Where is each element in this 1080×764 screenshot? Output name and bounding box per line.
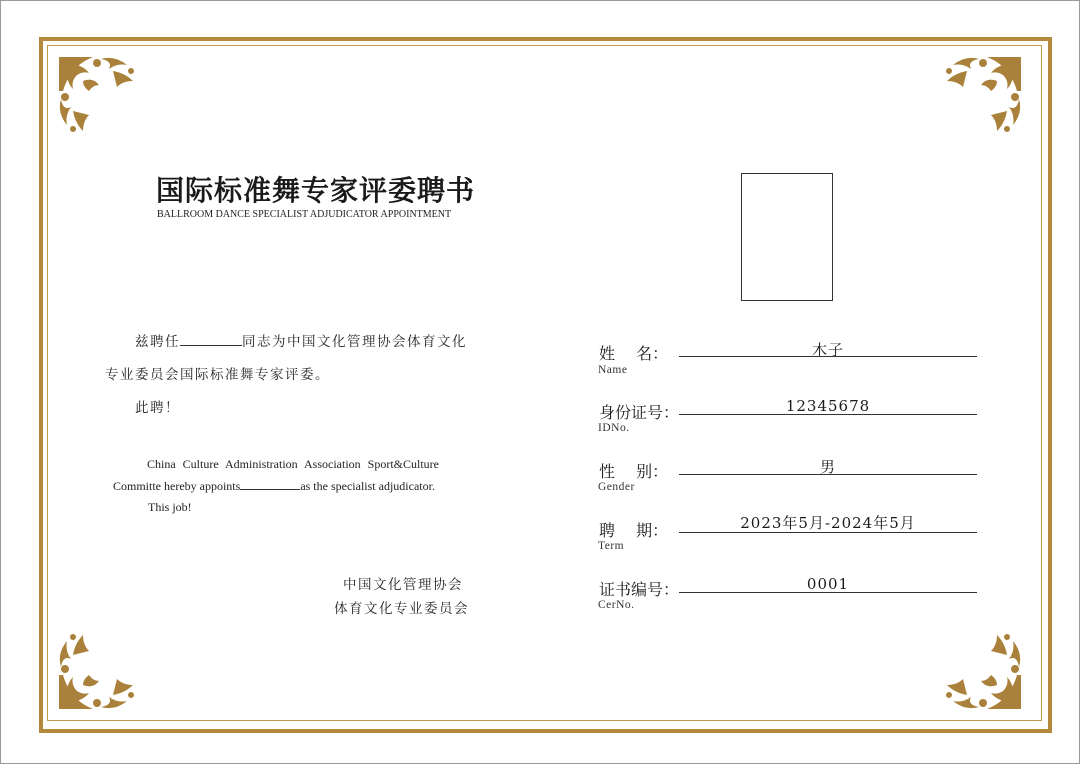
appointment-prefix: 兹聘任	[135, 334, 180, 350]
appointment-text-cn-line1	[135, 330, 467, 350]
appointment-en-suffix: as the specialist adjudicator.	[300, 479, 435, 493]
field-name-value: 木子	[811, 341, 844, 359]
field-name-label: 姓 名：	[599, 344, 669, 363]
corner-ornament-icon	[937, 625, 1027, 715]
field-term-value: 2023年5月-2024年5月	[740, 514, 916, 532]
inner-gold-border	[47, 45, 1042, 721]
issuer-line1: 中国文化管理协会	[343, 577, 463, 593]
field-name-sub: Name	[598, 364, 628, 376]
field-gender-value: 男	[819, 458, 836, 476]
field-gender-label: 性 别：	[599, 462, 669, 481]
field-cert-sub: CerNo.	[598, 599, 635, 611]
field-term-sub: Term	[598, 540, 625, 552]
field-id-label: 身份证号：	[599, 403, 680, 422]
field-id-sub: IDNo.	[598, 422, 630, 434]
field-cert-label: 证书编号：	[599, 580, 680, 599]
issuer-line2: 体育文化专业委员会	[334, 601, 469, 617]
field-cert-value: 0001	[806, 575, 850, 593]
name-blank	[180, 345, 242, 346]
corner-ornament-icon	[53, 625, 143, 715]
appointment-text-cn-line2: 专业委员会国际标准舞专家评委。	[105, 367, 330, 383]
appointment-suffix: 同志为中国文化管理协会体育文化	[242, 334, 467, 350]
appointment-text-en-line2	[113, 479, 435, 494]
name-blank-en	[240, 489, 300, 490]
certificate-title-cn: 国际标准舞专家评委聘书	[156, 174, 476, 207]
field-name-line	[679, 356, 977, 357]
field-cert-line	[679, 592, 977, 593]
corner-ornament-icon	[937, 51, 1027, 141]
appointment-text-en-line3: This job!	[148, 500, 192, 514]
corner-ornament-icon	[53, 51, 143, 141]
field-gender-sub: Gender	[598, 481, 635, 493]
appointment-text-en-line1: China Culture Administration Association Sport&Culture	[147, 457, 439, 471]
certificate-title-en: BALLROOM DANCE SPECIALIST ADJUDICATOR APPOINTMENT	[157, 209, 452, 220]
field-id-line	[679, 414, 977, 415]
field-id-value: 12345678	[785, 397, 871, 415]
appointment-en-prefix: Committe hereby appoints	[113, 479, 241, 493]
appointment-text-cn-line3: 此聘！	[135, 400, 180, 416]
field-term-label: 聘 期：	[599, 521, 669, 540]
field-gender-line	[679, 474, 977, 475]
field-term-line	[679, 532, 977, 533]
photo-placeholder	[741, 173, 833, 301]
